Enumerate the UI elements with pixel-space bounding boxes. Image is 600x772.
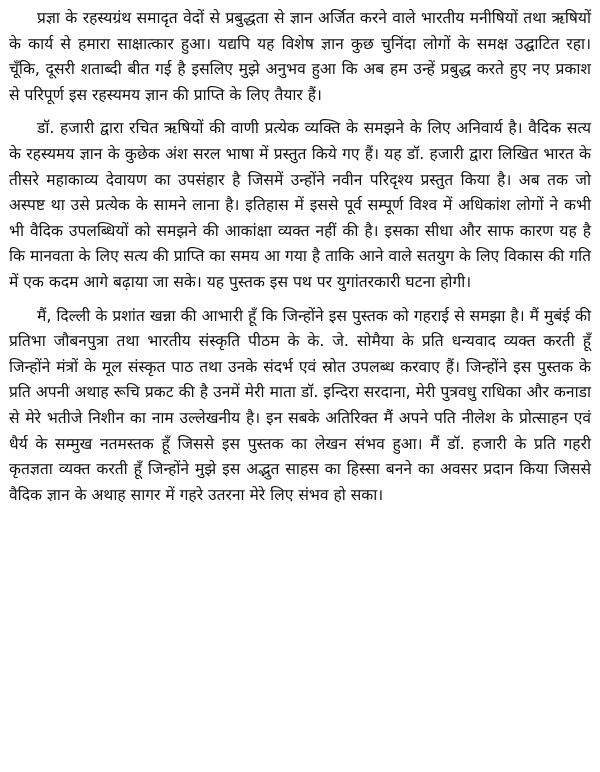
paragraph-acknowledgements: मैं, दिल्ली के प्रशांत खन्ना की आभारी हूँ कि जिन्होंने इस पुस्तक को गहराई से समझा है। मैं मुबंई की प्रतिभा जौबनपुत्रा तथा भारतीय संस्कृति पीठम के के. जे. सोमैया के प्रति धन्यवाद व्यक्त करती हूँ जिन्होंने मंत्रों के मूल संस्कृत पाठ तथा उनके संदर्भ एवं स्रोत उपलब्ध करवाए हैं। जिन्होंने इस पुस्तक के प्रति अपनी अथाह रूचि प्रकट की है उनमें मेरी माता डॉ. इन्दिरा सरदाना, मेरी पुत्रवधु राधिका और कनाडा से मेरे भतीजे निशीन का नाम उल्लेखनीय है। इन सबके अतिरिक्त मैं अपने पति नीलेश के प्रोत्साहन एवं धैर्य के सम्मुख नतमस्तक हूँ जिससे इस पुस्तक का लेखन संभव हुआ। मैं डॉ. हजारी के प्रति गहरी कृतज्ञता व्यक्त करती हूँ जिन्होंने मुझे इस अद्भुत साहस का हिस्सा बनने का अवसर प्रदान किया जिससे वैदिक ज्ञान के अथाह सागर में गहरे उतरना मेरे लिए संभव हो सका।	[9, 306, 591, 504]
paragraph-intro: प्रज्ञा के रहस्यग्रंथ समादृत वेदों से प्रबुद्धता से ज्ञान अर्जित करने वाले भारतीय मनीषियों तथा ऋषियों के कार्य से हमारा साक्षात्कार हुआ। यद्यपि यह विशेष ज्ञान कुछ चुनिंदा लोगों के समक्ष उद्घाटित रहा। चूँकि, दूसरी शताब्दी बीत गई है इसलिए मुझे अनुभव हुआ कि अब हम उन्हें प्रबुद्ध करते हुए नए प्रकाश से परिपूर्ण इस रहस्यमय ज्ञान की प्राप्ति के लिए तैयार हैं।	[9, 9, 591, 104]
paragraph-vedic-truth: डॉ. हजारी द्वारा रचित ऋषियों की वाणी प्रत्येक व्यक्ति के समझने के लिए अनिवार्य है। वैदिक सत्य के रहस्यमय ज्ञान के कुछेक अंश सरल भाषा में प्रस्तुत किये गए हैं। यह डॉ. हजारी द्वारा लिखित भारत के तीसरे महाकाव्य देवायण का उपसंहार है जिसमें उन्होंने नवीन परिदृश्य प्रस्तुत किया है। अब तक जो अस्पष्ट था उसे प्रत्येक के सामने लाना है। इतिहास में इससे पूर्व सम्पूर्ण विश्व में अधिकांश लोगों ने कभी भी वैदिक उपलब्धियों को समझने की आकांक्षा व्यक्त नहीं की है। इसका सीधा और साफ कारण यह है कि मानवता के लिए सत्य की प्राप्ति का समय आ गया है ताकि आने वाले सतयुग के लिए विकास की गति में एक कदम आगे बढ़ाया जा सके। यह पुस्तक इस पथ पर युगांतरकारी घटना होगी।	[9, 119, 592, 291]
